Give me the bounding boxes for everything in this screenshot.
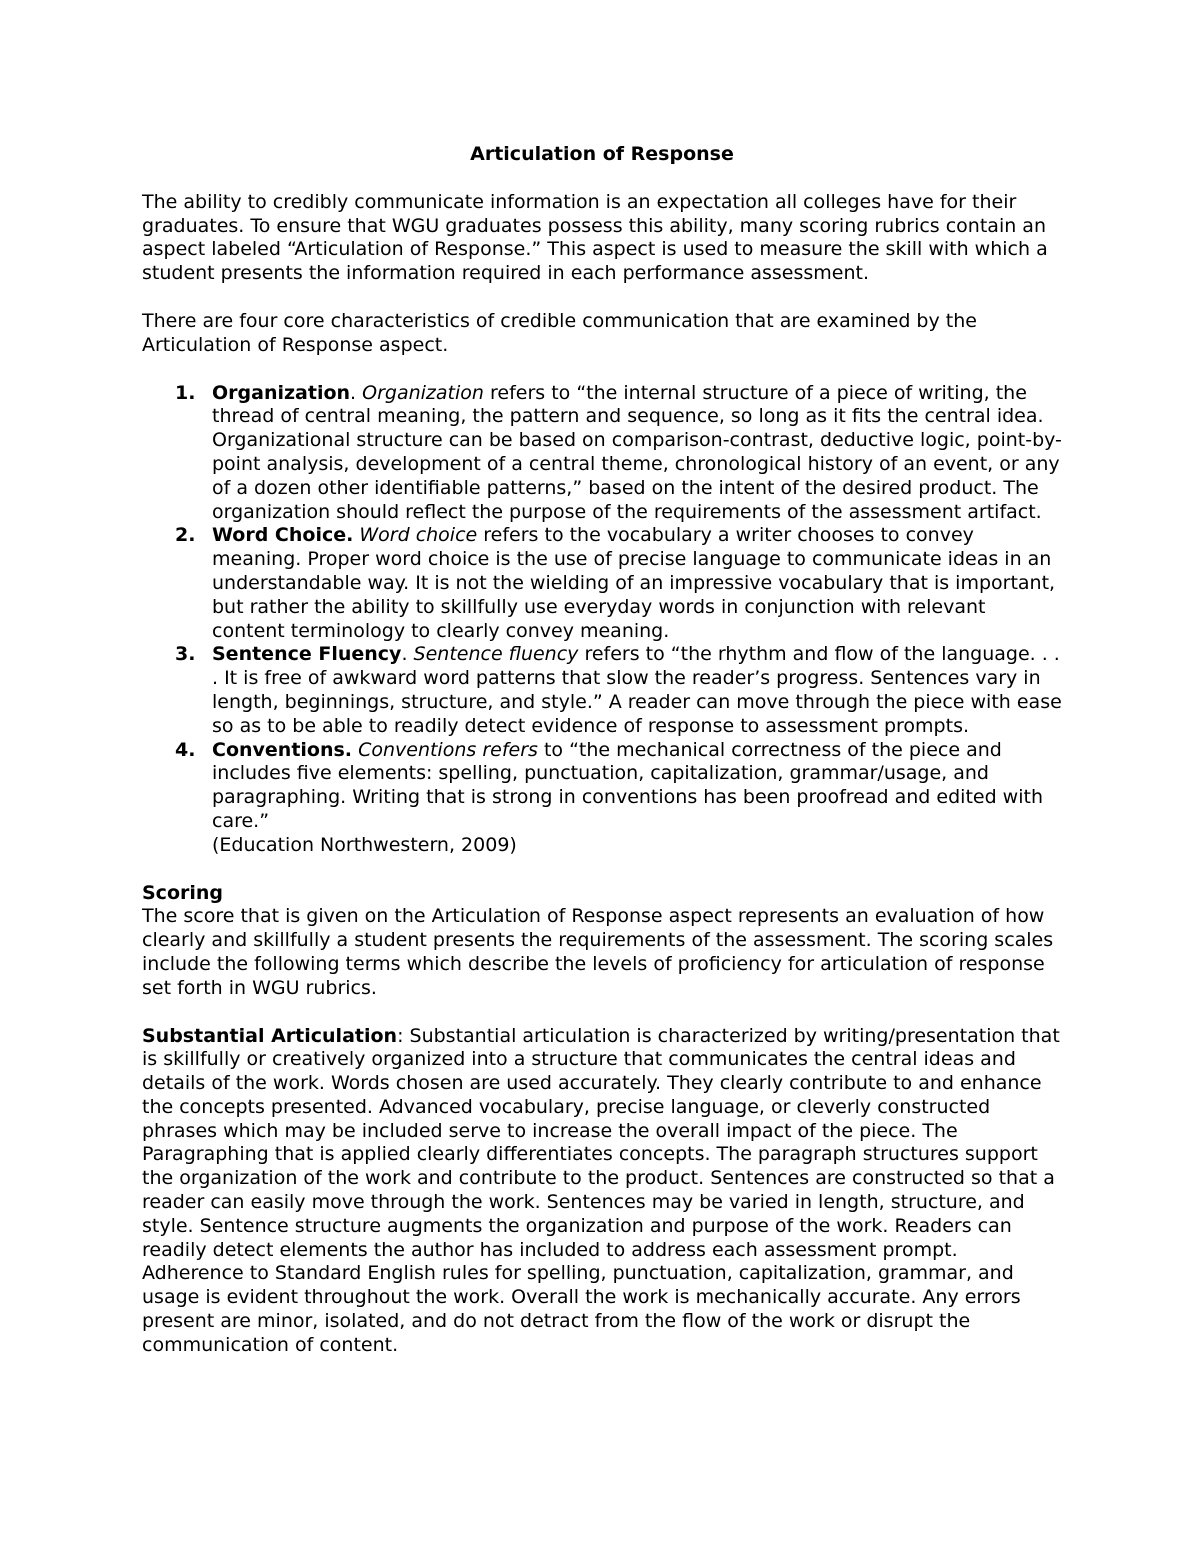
item-term: Sentence Fluency — [212, 643, 402, 666]
list-item — [142, 524, 1062, 643]
item-text: refers to “the rhythm and flow of the language. . . . It is free of awkward word patterns that slow the reader’s progress. Sentences vary in length, beginnings, structure, and style.” A reader can move through the piece with ease so as to be able to readily detect evidence of response to assessment prompts. — [212, 643, 1062, 737]
substantial-term: Substantial Articulation — [142, 1024, 398, 1047]
substantial-text: Substantial articulation is characterized by writing/presentation that is skillfully or creatively organized into a structure that communicates the central ideas and details of the work. Words chosen are used accurately. They clearly contribute to and enhance the concepts presented. Advanced vocabulary, precise language, or cleverly constructed phrases which may be included serve to increase the overall impact of the piece. The Paragraphing that is applied clearly differentiates concepts. The paragraph structures support the organization of the work and contribute to the product. Sentences are constructed so that a reader can easily move through the work. Sentences may be varied in length, structure, and style. Sentence structure augments the organization and purpose of the work. Readers can readily detect elements the author has included to address each assessment prompt. Adherence to Standard English rules for spelling, punctuation, capitalization, grammar, and usage is evident throughout the work. Overall the work is mechanically accurate. Any errors present are minor, isolated, and do not detract from the flow of the work or disrupt the communication of content. — [142, 1024, 1060, 1356]
list-number: 2. — [175, 524, 196, 547]
item-italic-term: Sentence fluency — [413, 643, 579, 666]
item-italic-term: Word choice — [359, 524, 478, 547]
substantial-articulation-paragraph: Substantial Articulation: Substantial articulation is characterized by writing/presentation that is skillfully or creatively organized into a structure that communicates the central ideas and details of the work. Words chosen are used accurately. They clearly contribute to and enhance the concepts presented. Advanced vocabulary, precise language, or cleverly constructed phrases which may be included serve to increase the overall impact of the piece. The Paragraphing that is applied clearly differentiates concepts. The paragraph structures support the organization of the work and contribute to the product. Sentences are constructed so that a reader can easily move through the work. Sentences may be varied in length, structure, and style. Sentence structure augments the organization and purpose of the work. Readers can readily detect elements the author has included to address each assessment prompt. Adherence to Standard English rules for spelling, punctuation, capitalization, grammar, and usage is evident throughout the work. Overall the work is mechanically accurate. Any errors present are minor, isolated, and do not detract from the flow of the work or disrupt the communication of content. — [142, 1024, 1060, 1356]
item-italic-term: Conventions refers — [358, 738, 538, 761]
document-body — [142, 143, 1062, 1358]
item-term: Word Choice. — [212, 524, 354, 547]
page-title: Articulation of Response — [470, 143, 734, 165]
scoring-heading: Scoring — [142, 881, 224, 904]
item-italic-term: Organization — [362, 381, 484, 404]
citation: (Education Northwestern, 2009) — [212, 833, 517, 856]
list-item — [142, 739, 1062, 858]
list-item: 1. Organization. Organization refers to “the internal structure of a piece of writing, the thread of central meaning, the pattern and sequence, so long as it fits the central idea. Organizational structure can be based on comparison-contrast, deductive logic, point-by-point analysis, development of a central theme, chronological history of an event, or any of a dozen other identifiable patterns,” based on the intent of the desired product. The organization should reflect the purpose of the requirements of the assessment artifact. — [175, 381, 1062, 523]
item-term: Conventions. — [212, 738, 353, 761]
item-text: to “the mechanical correctness of the piece and includes five elements: spelling, punctuation, capitalization, grammar/usage, and paragraphing. Writing that is strong in conventions has been proofread and edited with care.” — [212, 738, 1043, 832]
item-term: Organization — [212, 381, 351, 404]
item-text: refers to the vocabulary a writer chooses to convey meaning. Proper word choice is the use of precise language to communicate ideas in an understandable way. It is not the wielding of an impressive vocabulary that is important, but rather the ability to skillfully use everyday words in conjunction with relevant content terminology to clearly convey meaning. — [212, 524, 1056, 642]
scoring-paragraph: The score that is given on the Articulation of Response aspect represents an evaluation of how clearly and skillfully a student presents the requirements of the assessment. The scoring scales include the following terms which describe the levels of proficiency for articulation of response set forth in WGU rubrics. — [142, 905, 1054, 999]
list-item: 3. Sentence Fluency. Sentence fluency refers to “the rhythm and flow of the language. . . . It is free of awkward word patterns that slow the reader’s progress. Sentences vary in length, beginnings, structure, and style.” A reader can move through the piece with ease so as to be able to readily detect evidence of response to assessment prompts. — [175, 643, 1062, 737]
item-text: refers to “the internal structure of a piece of writing, the thread of central meaning, the pattern and sequence, so long as it fits the central idea. Organizational structure can be based on comparison-contrast, deductive logic, point-by-point analysis, development of a central theme, chronological history of an event, or any of a dozen other identifiable patterns,” based on the intent of the desired product. The organization should reflect the purpose of the requirements of the assessment artifact. — [212, 381, 1062, 523]
characteristics-list — [142, 382, 1062, 858]
list-number: 3. — [175, 643, 196, 666]
list-number: 4. — [175, 738, 196, 761]
intro-paragraph: The ability to credibly communicate information is an expectation all colleges have for their graduates. To ensure that WGU graduates possess this ability, many scoring rubrics contain an aspect labeled “Articulation of Response.” This aspect is used to measure the skill with which a student presents the information required in each performance assessment. — [142, 190, 1048, 285]
list-number: 1. — [175, 381, 196, 404]
characteristics-intro: There are four core characteristics of credible communication that are examined by the Articulation of Response aspect. — [142, 309, 977, 356]
